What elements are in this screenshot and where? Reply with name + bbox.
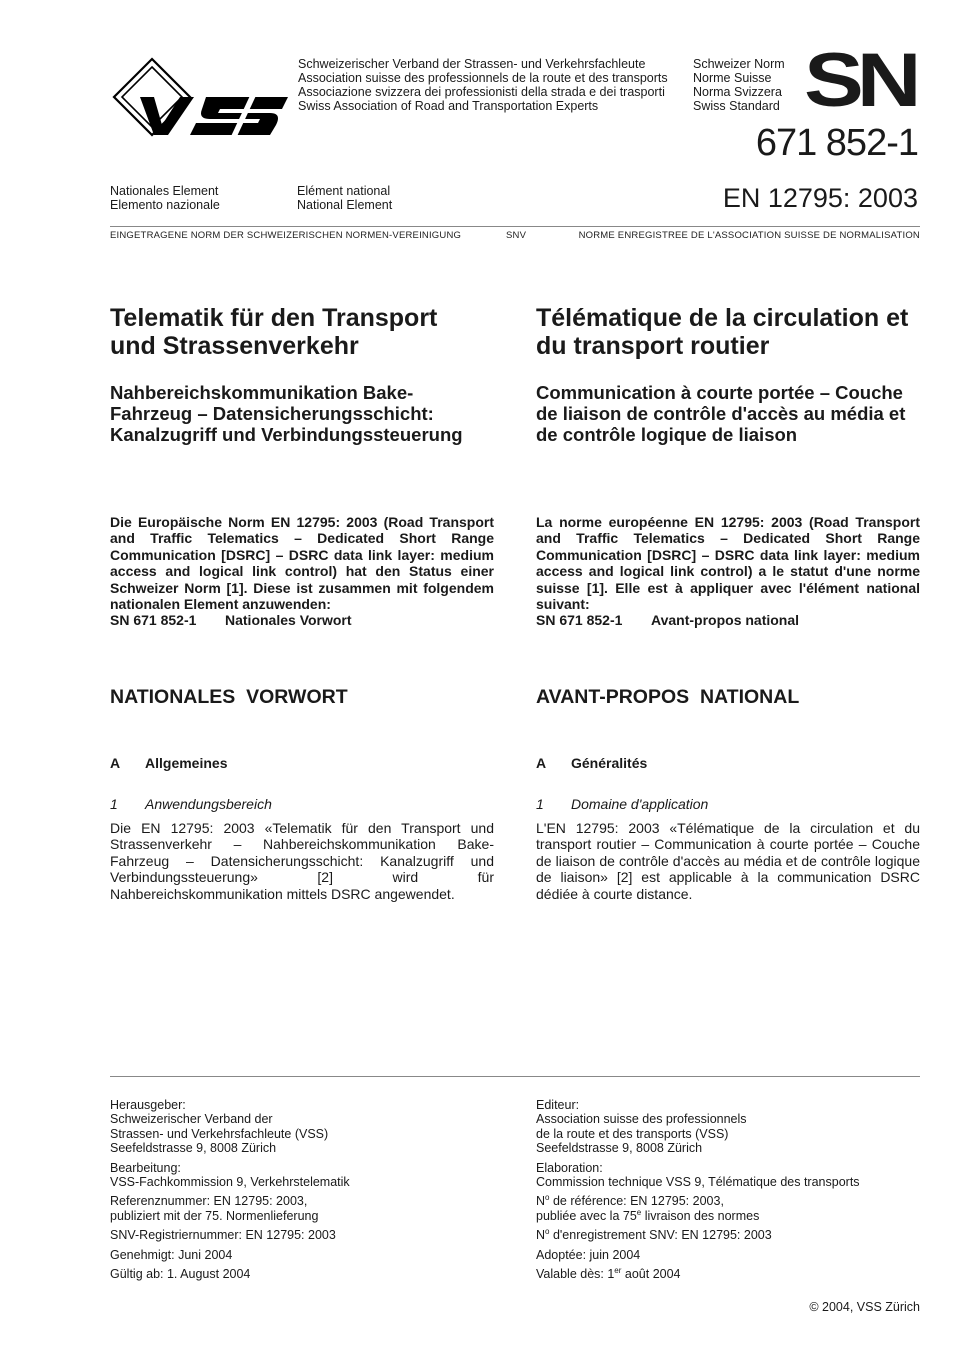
snv-sup-fr: o xyxy=(545,1227,550,1237)
publisher-line-3-de: Seefeldstrasse 9, 8008 Zürich xyxy=(110,1141,277,1156)
publisher-line-2-de: Strassen- und Verkehrsfachleute (VSS) xyxy=(110,1126,329,1141)
element-label-fr: Elément national xyxy=(297,184,391,198)
subsubsection-title-fr: Domaine d'application xyxy=(571,796,709,812)
published-prefix-fr: publiée avec la 75 xyxy=(536,1208,637,1223)
body-de: Die EN 12795: 2003 «Telematik für den Transport und Strassenverkehr – Nahbereichskommunikation Bake-Fahrzeug – Datensicherungsschicht: Kanalzugriff und Verbindungssteuerung» [2] wird für Nahbereichskommunikation mittels DSRC angewendet. xyxy=(110,820,494,902)
association-name-fr: Association suisse des professionnels de la route et des transports xyxy=(298,71,668,85)
snv-prefix-fr: N xyxy=(536,1228,546,1243)
published-rest-fr: livraison des normes xyxy=(641,1208,760,1223)
association-names xyxy=(298,57,668,113)
subsubsection-number-de: 1 xyxy=(110,796,118,812)
vss-logo xyxy=(110,57,290,139)
publisher-line-2-fr: de la route et des transports (VSS) xyxy=(536,1126,729,1141)
published-sup-fr: e xyxy=(636,1207,642,1217)
element-label-it: Elemento nazionale xyxy=(110,198,220,212)
intro-ref-de xyxy=(110,612,494,628)
norm-label-de: Schweizer Norm xyxy=(693,57,785,71)
reference-line-2-fr xyxy=(536,1209,920,1223)
publisher-de xyxy=(110,1098,510,1156)
subsection-fr xyxy=(536,755,647,771)
body-fr: L'EN 12795: 2003 «Télématique de la circulation et du transport routier – Communication à courte portée – Couche de liaison de contrôle d'accès au média et de contrôle logique de liaison» [2] est applicable à la communication DSRC dédiée à courte distance. xyxy=(536,820,920,902)
intro-fr xyxy=(536,514,920,629)
subsection-title-de: Allgemeines xyxy=(145,755,228,771)
element-labels-right xyxy=(297,184,392,212)
registration-de: EINGETRAGENE NORM DER SCHWEIZERISCHEN NORMEN-VEREINIGUNG xyxy=(110,230,462,241)
publisher-line-1-fr: Association suisse des professionnels xyxy=(536,1112,747,1127)
valid-from-fr xyxy=(536,1267,920,1281)
subsection-title-fr: Généralités xyxy=(571,755,648,771)
valid-sup-fr: er xyxy=(614,1266,622,1276)
reference-fr xyxy=(536,1194,920,1223)
publisher-label-de: Herausgeber: xyxy=(110,1098,186,1112)
snv-registration-de: SNV-Registriernummer: EN 12795: 2003 xyxy=(110,1228,336,1243)
subsubsection-number-fr: 1 xyxy=(536,796,544,812)
reference-line-2-de: publiziert mit der 75. Normenlieferung xyxy=(110,1208,319,1223)
en-number: EN 12795: 2003 xyxy=(722,183,918,213)
subsection-de xyxy=(110,755,227,771)
approved-de: Genehmigt: Juni 2004 xyxy=(110,1247,233,1262)
editing-value-de: VSS-Fachkommission 9, Verkehrstelematik xyxy=(110,1175,350,1190)
standard-number: 671 852-1 xyxy=(755,122,918,164)
valid-from-de: Gültig ab: 1. August 2004 xyxy=(110,1267,251,1282)
intro-text-de: Die Europäische Norm EN 12795: 2003 (Road Transport and Traffic Telematics – Dedicated Short Range Communication [DSRC] – DSRC data link layer: medium access and logical link control) hat den Status einer Schweizer Norm [1]. Diese ist zusammen mit folgendem nationalen Element anzuwenden: xyxy=(110,514,494,613)
editing-fr xyxy=(536,1161,920,1190)
reference-line-1-de: Referenznummer: EN 12795: 2003, xyxy=(110,1194,308,1209)
snv-rest-fr: d'enregistrement SNV: EN 12795: 2003 xyxy=(549,1228,772,1243)
intro-ref-number-de: SN 671 852-1 xyxy=(110,612,197,629)
subsubsection-title-de: Anwendungsbereich xyxy=(145,796,272,812)
subsection-letter-de: A xyxy=(110,755,121,771)
intro-text-fr: La norme européenne EN 12795: 2003 (Road Transport and Traffic Telematics – Dedicated Short Range Communication [DSRC] – DSRC data link layer: medium access and logical link control) a le statut d'une norme suisse [1]. Elle est à appliquer avec l'élément national suivant: xyxy=(536,514,920,613)
sn-logo-text: SN xyxy=(804,50,915,112)
reference-rest-fr: de référence: EN 12795: 2003, xyxy=(549,1194,724,1209)
subsection-letter-fr: A xyxy=(536,755,547,771)
section-title-de: NATIONALES VORWORT xyxy=(110,686,348,708)
subsubsection-fr xyxy=(536,796,708,812)
snv-registration-fr xyxy=(536,1228,920,1242)
registration-fr: NORME ENREGISTREE DE L'ASSOCIATION SUISSE DE NORMALISATION xyxy=(578,230,920,241)
element-label-en: National Element xyxy=(297,198,393,212)
valid-prefix-fr: Valable dès: 1 xyxy=(536,1267,615,1282)
intro-ref-title-de: Nationales Vorwort xyxy=(225,612,352,629)
registration-snv: SNV xyxy=(506,230,527,241)
publisher-label-fr: Editeur: xyxy=(536,1098,580,1112)
publisher-fr xyxy=(536,1098,920,1156)
editing-value-fr: Commission technique VSS 9, Télématique des transports xyxy=(536,1175,860,1190)
section-title-fr: AVANT-PROPOS NATIONAL xyxy=(536,686,800,708)
reference-prefix-fr: N xyxy=(536,1194,546,1209)
association-name-it: Associazione svizzera dei professionisti della strada e dei trasporti xyxy=(298,85,665,99)
copyright: © 2004, VSS Zürich xyxy=(809,1300,920,1314)
header-rule xyxy=(110,226,920,227)
intro-ref-title-fr: Avant-propos national xyxy=(651,612,800,629)
valid-rest-fr: août 2004 xyxy=(621,1267,681,1282)
reference-line-1-fr xyxy=(536,1194,920,1208)
adopted-fr: Adoptée: juin 2004 xyxy=(536,1247,641,1262)
publisher-line-1-de: Schweizerischer Verband der xyxy=(110,1112,273,1127)
element-label-de: Nationales Element xyxy=(110,184,219,198)
reference-sup-fr: o xyxy=(545,1193,550,1203)
publisher-line-3-fr: Seefeldstrasse 9, 8008 Zürich xyxy=(536,1141,703,1156)
element-labels-left xyxy=(110,184,220,212)
title-de: Telematik für den Transport und Strassenverkehr xyxy=(110,304,438,360)
norm-label-fr: Norme Suisse xyxy=(693,71,772,85)
norm-label-it: Norma Svizzera xyxy=(693,85,782,99)
footer-rule xyxy=(110,1076,920,1077)
editing-label-fr: Elaboration: xyxy=(536,1160,603,1175)
reference-de xyxy=(110,1194,510,1223)
sn-logo xyxy=(804,50,920,112)
intro-ref-fr xyxy=(536,612,920,628)
subsubsection-de xyxy=(110,796,272,812)
intro-ref-number-fr: SN 671 852-1 xyxy=(536,612,623,629)
subtitle-fr: Communication à courte portée – Couche de liaison de contrôle d'accès au média et de contrôle logique de liaison xyxy=(536,382,906,445)
intro-de xyxy=(110,514,494,629)
norm-label-en: Swiss Standard xyxy=(693,99,780,113)
norm-labels xyxy=(693,57,785,113)
association-name-en: Swiss Association of Road and Transportation Experts xyxy=(298,99,599,113)
subtitle-de: Nahbereichskommunikation Bake-Fahrzeug – Datensicherungsschicht: Kanalzugriff und Verbindungssteuerung xyxy=(110,382,463,445)
imprint-fr xyxy=(536,1098,920,1286)
editing-de xyxy=(110,1161,510,1190)
imprint-de xyxy=(110,1098,510,1286)
association-name-de: Schweizerischer Verband der Strassen- und Verkehrsfachleute xyxy=(298,57,646,71)
editing-label-de: Bearbeitung: xyxy=(110,1160,181,1175)
title-fr: Télématique de la circulation et du transport routier xyxy=(536,304,909,360)
